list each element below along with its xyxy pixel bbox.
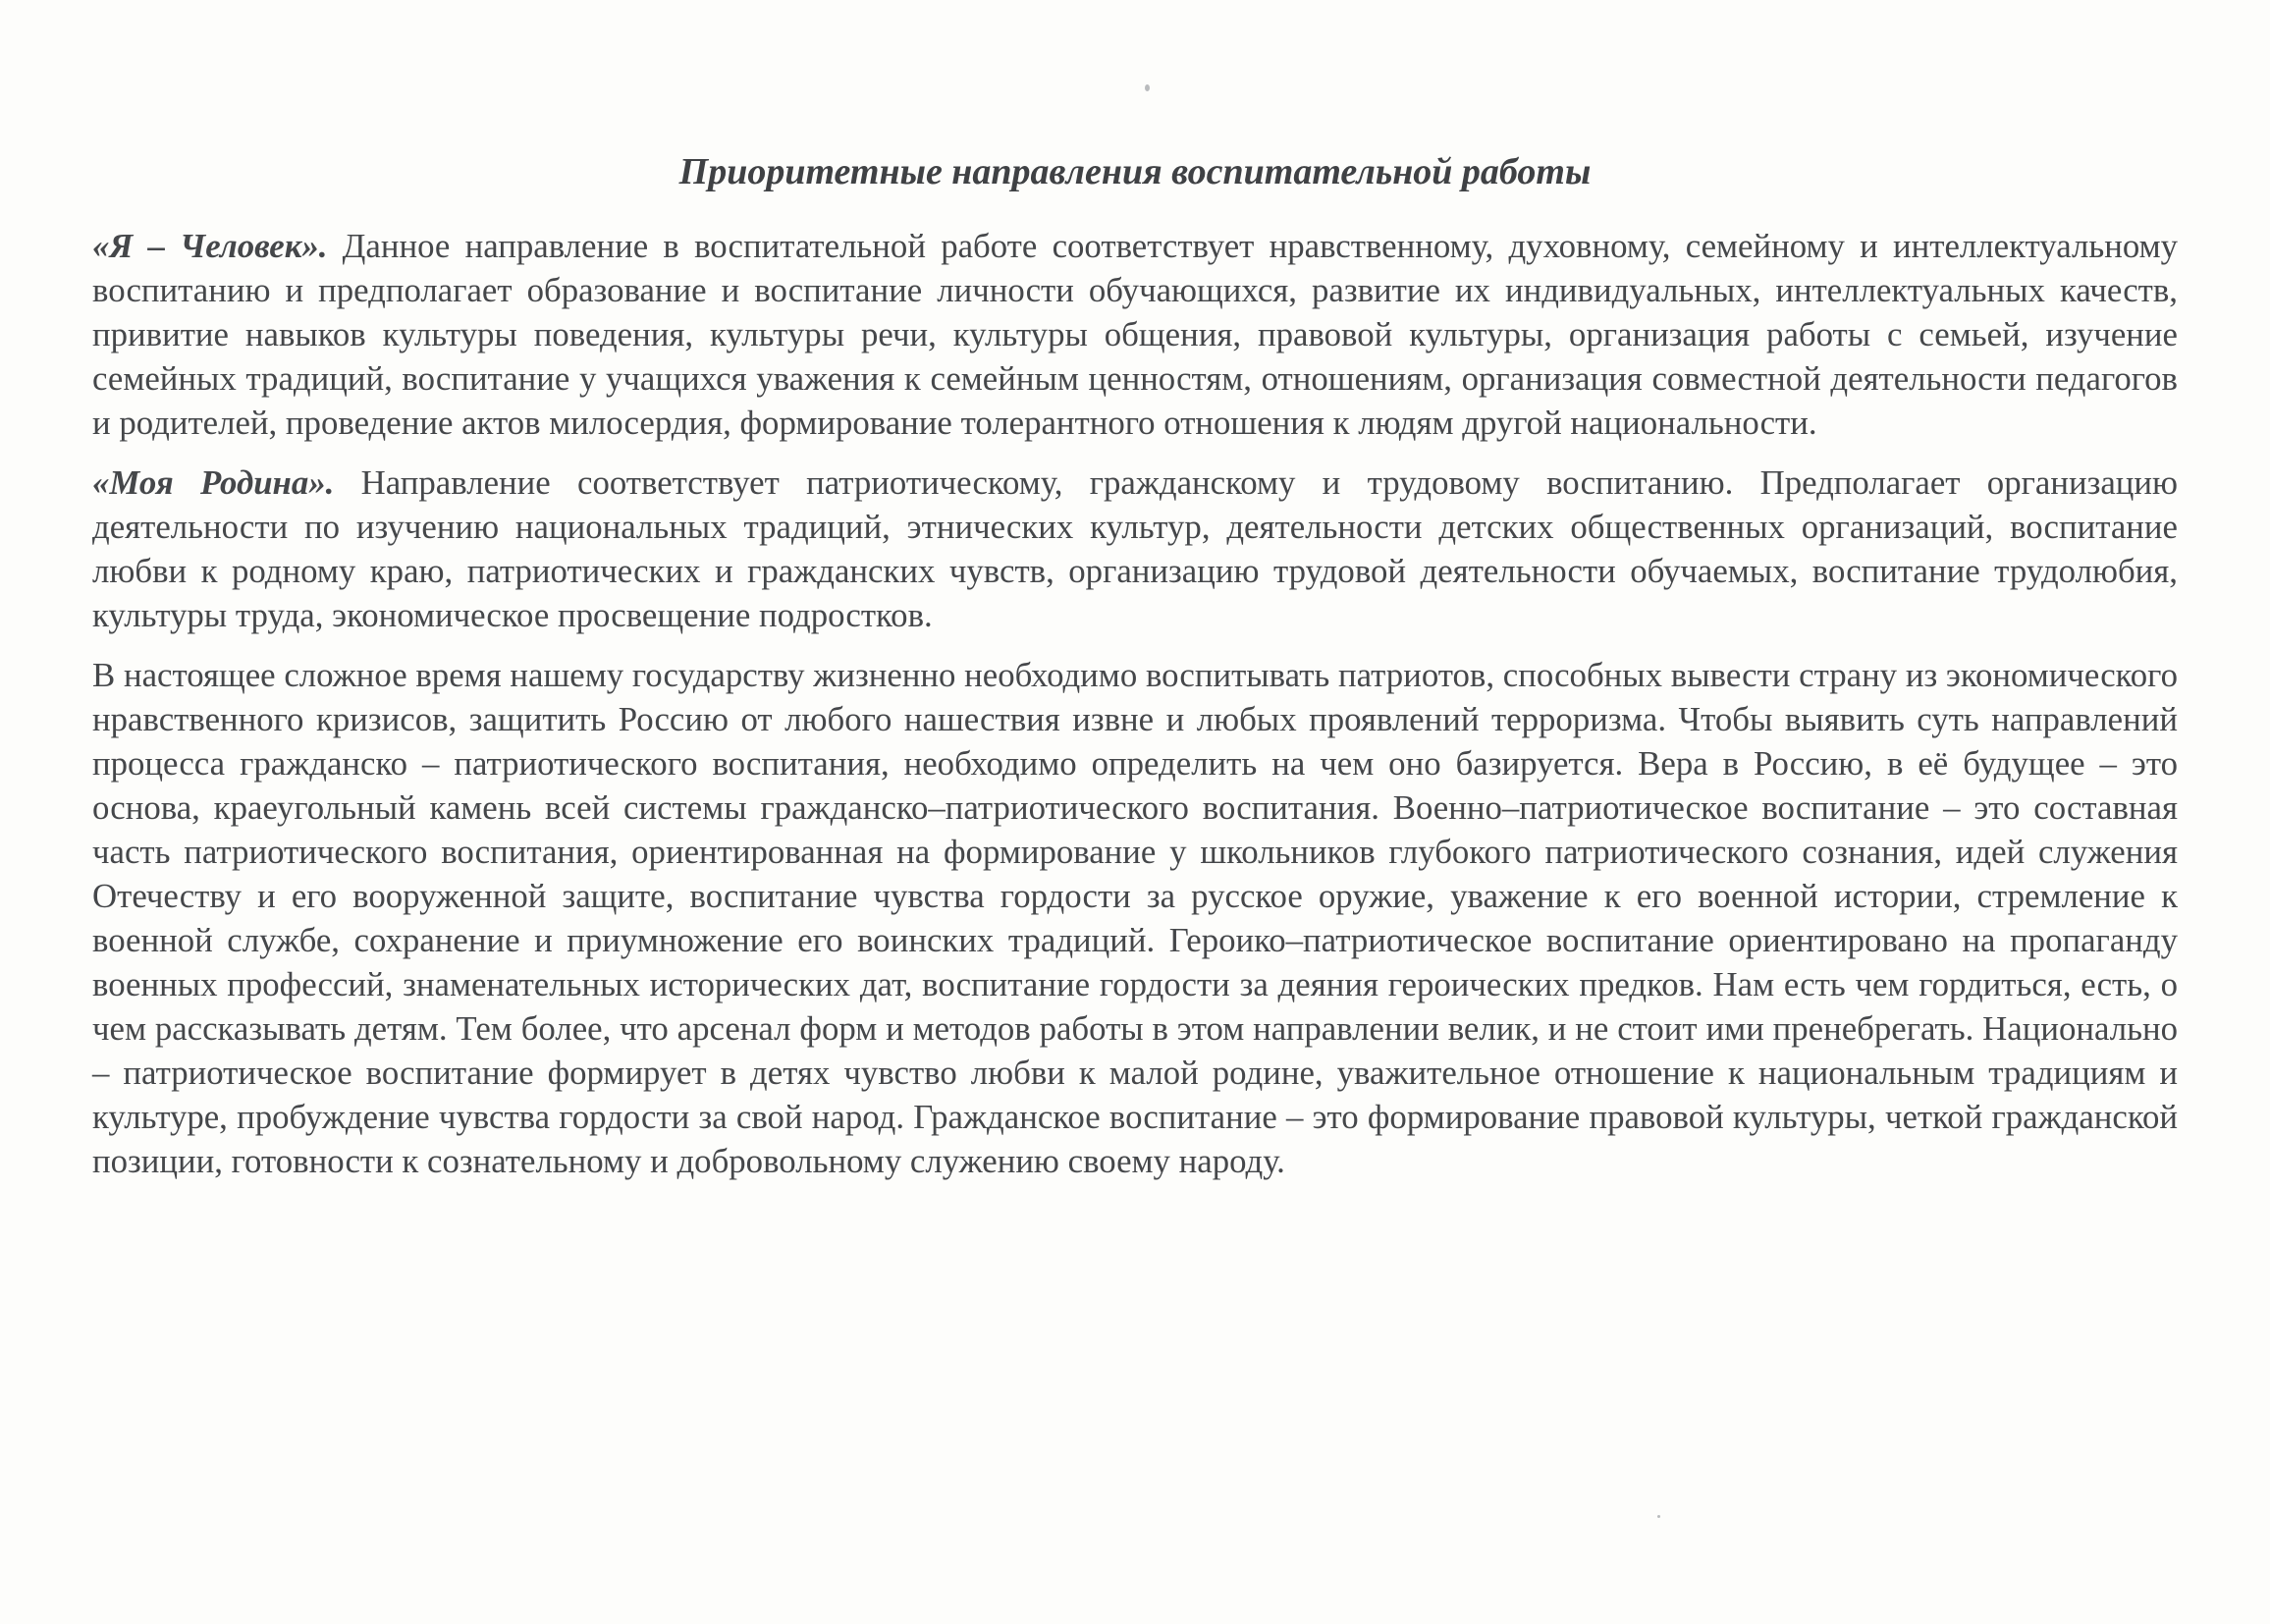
scan-speck (1145, 84, 1150, 91)
paragraph-ya-chelovek (92, 224, 2178, 445)
paragraph-lead: «Моя Родина». (92, 463, 335, 502)
scan-speck (1657, 1515, 1660, 1518)
paragraph-moya-rodina (92, 460, 2178, 637)
paragraph-lead: «Я – Человек». (92, 227, 328, 265)
paragraph-text: Направление соответствует патриотическому, гражданскому и трудовому воспитанию. Предполагает организацию деятельности по изучению национальных традиций, этнических культур, деятельности детских общественных организаций, воспитание любви к родному краю, патриотических и гражданских чувств, организацию трудовой деятельности обучаемых, воспитание трудолюбия, культуры труда, экономическое просвещение подростков. (92, 463, 2178, 634)
document-title: Приоритетные направления воспитательной работы (678, 151, 1592, 192)
paragraph-main (92, 653, 2178, 1183)
document-page (92, 147, 2178, 1199)
paragraph-text: Данное направление в воспитательной работе соответствует нравственному, духовному, семейному и интеллектуальному воспитанию и предполагает образование и воспитание личности обучающихся, развитие их индивидуальных, интеллектуальных качеств, привитие навыков культуры поведения, культуры речи, культуры общения, правовой культуры, организация работы с семьей, изучение семейных традиций, воспитание у учащихся уважения к семейным ценностям, отношениям, организация совместной деятельности педагогов и родителей, проведение актов милосердия, формирование толерантного отношения к людям другой национальности. (92, 227, 2178, 442)
paragraph-text: В настоящее сложное время нашему государству жизненно необходимо воспитывать патриотов, способных вывести страну из экономического нравственного кризисов, защитить Россию от любого нашествия извне и любых проявлений терроризма. Чтобы выявить суть направлений процесса гражданско – патриотического воспитания, необходимо определить на чем оно базируется. Вера в Россию, в её будущее – это основа, краеугольный камень всей системы гражданско–патриотического воспитания. Военно–патриотическое воспитание – это составная часть патриотического воспитания, ориентированная на формирование у школьников глубокого патриотического сознания, идей служения Отечеству и его вооруженной защите, воспитание чувства гордости за русское оружие, уважение к его военной истории, стремление к военной службе, сохранение и приумножение его воинских традиций. Героико–патриотическое воспитание ориентировано на пропаганду военных профессий, знаменательных исторических дат, воспитание гордости за деяния героических предков. Нам есть чем гордиться, есть, о чем рассказывать детям. Тем более, что арсенал форм и методов работы в этом направлении велик, и не стоит ими пренебрегать. Национально – патриотическое воспитание формирует в детях чувство любви к малой родине, уважительное отношение к национальным традициям и культуре, пробуждение чувства гордости за свой народ. Гражданское воспитание – это формирование правовой культуры, четкой гражданской позиции, готовности к сознательному и добровольному служению своему народу. (92, 656, 2178, 1180)
